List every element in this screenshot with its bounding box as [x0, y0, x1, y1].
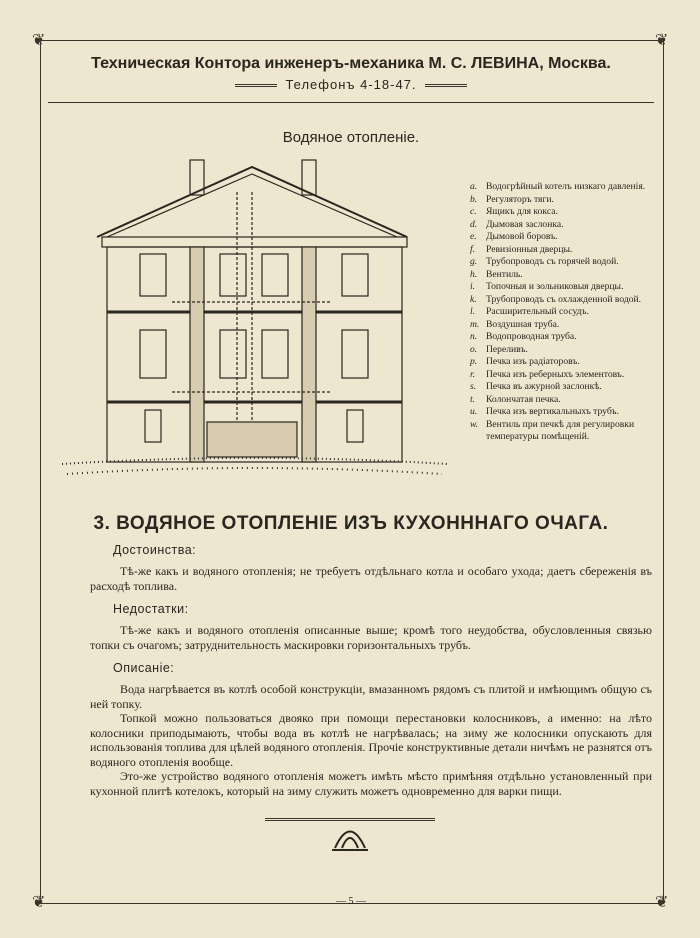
section-body	[48, 512, 654, 806]
legend-item	[470, 344, 660, 357]
legend-key: l.	[470, 306, 476, 317]
legend-key: k.	[470, 293, 477, 305]
legend-item	[470, 281, 660, 294]
legend-item	[470, 294, 660, 307]
legend-text: Топочныя и зольниковыя дверцы.	[486, 281, 624, 292]
figure-title: Водяное отопленіе.	[282, 129, 420, 146]
legend-text: Водопроводная труба.	[486, 331, 577, 342]
legend-item	[470, 306, 660, 319]
legend-item	[470, 181, 660, 194]
legend-text: Регуляторъ тяги.	[486, 193, 554, 205]
description-text	[90, 682, 652, 798]
legend-item	[470, 231, 660, 244]
legend-text: Расширительный сосудъ.	[486, 306, 589, 317]
legend-text: Трубопроводъ съ горячей водой.	[486, 256, 619, 267]
legend-text: Печка изъ реберныхъ элементовъ.	[486, 368, 625, 380]
legend-text: Печка въ ажурной заслонкѣ.	[486, 381, 602, 392]
paragraph: Вода нагрѣвается въ котлѣ особой конструкціи, вмазанномъ рядомъ съ плитой и имѣющимъ общую съ ней топку.	[90, 682, 652, 711]
legend-key: p.	[470, 356, 478, 367]
legend-key: b.	[470, 193, 478, 205]
figure-legend	[470, 181, 660, 444]
legend-key: h.	[470, 268, 478, 280]
corner-ornament-icon: ❦	[32, 894, 46, 911]
legend-item	[470, 331, 660, 344]
legend-key: c.	[470, 206, 477, 217]
legend-text: Вентиль при печкѣ для регулировки температуры помѣщеній.	[486, 418, 635, 442]
corner-ornament-icon: ❦	[32, 32, 46, 49]
legend-text: Воздушная труба.	[486, 318, 560, 330]
legend-key: a.	[470, 181, 478, 192]
legend-key: i.	[470, 281, 476, 292]
legend-key: u.	[470, 406, 478, 417]
description-heading: Описаніе:	[113, 661, 175, 675]
legend-item	[470, 244, 660, 257]
legend-key: r.	[470, 368, 476, 380]
drawbacks-heading: Недостатки:	[113, 602, 189, 616]
legend-item	[470, 419, 660, 444]
legend-text: Ревизіонныя дверцы.	[486, 243, 573, 255]
legend-item	[470, 406, 660, 419]
legend-item	[470, 319, 660, 332]
legend-item	[470, 219, 660, 232]
legend-text: Колончатая печка.	[486, 393, 561, 405]
legend-text: Ящикъ для кокса.	[486, 206, 558, 217]
legend-item	[470, 269, 660, 282]
house-heating-illustration	[62, 152, 447, 492]
advantages-text	[90, 564, 652, 593]
page-header	[48, 54, 654, 94]
legend-item	[470, 206, 660, 219]
corner-ornament-icon: ❦	[655, 32, 669, 49]
advantages-heading: Достоинства:	[113, 543, 197, 557]
legend-key: n.	[470, 331, 478, 342]
section-title: 3. ВОДЯНОЕ ОТОПЛЕНІЕ ИЗЪ КУХОНННАГО ОЧАГА.	[93, 513, 609, 534]
ornament-icon	[330, 820, 370, 852]
legend-item	[470, 256, 660, 269]
page-number: — 5 —	[336, 896, 366, 907]
legend-key: w.	[470, 418, 479, 430]
drawbacks-text	[90, 623, 652, 652]
firm-name: Техническая Контора инженеръ-механика М. С. ЛЕВИНА, Москва.	[91, 55, 611, 72]
legend-key: g.	[470, 256, 478, 267]
paragraph: Топкой можно пользоваться двояко при помощи перестановки колосниковъ, а именно: на лѣто колосники приподымають, чтобы вода въ котлѣ не нагрѣвалась; на зиму же колосники опускають для использованія топлива для цѣлей водяного отопленія. Прочіе конструктивные детали ничѣмъ не разнятся отъ водяного отопленія вообще.	[90, 711, 652, 769]
legend-item	[470, 194, 660, 207]
legend-text: Вентиль.	[486, 268, 523, 280]
legend-key: d.	[470, 218, 478, 230]
legend-text: Печка изъ радіаторовъ.	[486, 356, 580, 367]
paragraph: Тѣ-же какъ и водяного отопленія; не требуетъ отдѣльнаго котла и особаго ухода; даетъ сбереженія въ расходѣ топлива.	[90, 564, 652, 593]
paragraph: Это-же устройство водяного отопленія можетъ имѣть мѣсто примѣняя отдѣльно установленный при кухонной плитѣ котелокъ, который на зиму служить можетъ одновременно для варки пищи.	[90, 769, 652, 798]
corner-ornament-icon: ❦	[655, 894, 669, 911]
legend-key: t.	[470, 393, 476, 405]
legend-key: m.	[470, 318, 480, 330]
legend-key: s.	[470, 381, 477, 392]
phone-line	[48, 76, 654, 94]
phone: Телефонъ 4-18-47.	[285, 77, 417, 92]
legend-item	[470, 381, 660, 394]
legend-item	[470, 394, 660, 407]
legend-text: Дымовой боровъ.	[486, 231, 558, 242]
legend-text: Водогрѣйный котелъ низкаго давленія.	[486, 181, 646, 192]
legend-item	[470, 356, 660, 369]
legend-key: o.	[470, 343, 478, 355]
legend-item	[470, 369, 660, 382]
legend-key: f.	[470, 243, 476, 255]
legend-text: Трубопроводъ съ охлажденной водой.	[486, 293, 642, 305]
legend-key: e.	[470, 231, 477, 242]
paragraph: Тѣ-же какъ и водяного отопленія описанные выше; кромѣ того неудобства, обусловленныя связью топки съ очагомъ; затруднительность маскировки горизонтальныхъ трубъ.	[90, 623, 652, 652]
legend-text: Дымовая заслонка.	[486, 218, 564, 230]
legend-text: Печка изъ вертикальныхъ трубъ.	[486, 406, 619, 417]
legend-text: Переливъ.	[486, 343, 528, 355]
